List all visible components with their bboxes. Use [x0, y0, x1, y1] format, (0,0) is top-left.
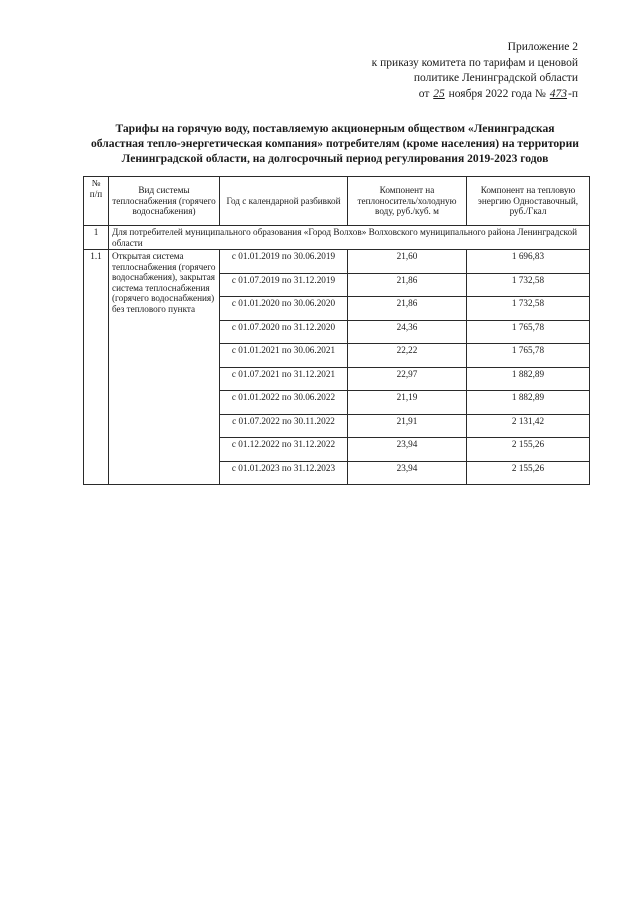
tariff-table	[83, 176, 590, 485]
energy-value: 1 882,89	[467, 367, 590, 391]
appendix-order-line: к приказу комитета по тарифам и ценовой	[371, 56, 578, 69]
energy-value: 2 155,26	[467, 461, 590, 485]
period-cell: с 01.12.2022 по 31.12.2022	[220, 438, 348, 462]
order-suffix: -п	[568, 87, 578, 100]
period-cell: с 01.01.2022 по 30.06.2022	[220, 391, 348, 415]
period-cell: с 01.01.2021 по 30.06.2021	[220, 344, 348, 368]
table-row	[84, 250, 590, 274]
header-system-type: Вид системы теплоснабжения (горячего водоснабжения)	[109, 177, 220, 226]
header-energy-component: Компонент на тепловую энергию Одноставочный, руб./Гкал	[467, 177, 590, 226]
energy-value: 1 882,89	[467, 391, 590, 415]
header-num: № п/п	[84, 177, 109, 226]
carrier-value: 22,97	[348, 367, 467, 391]
period-cell: с 01.07.2022 по 30.11.2022	[220, 414, 348, 438]
document-title	[70, 121, 600, 166]
carrier-value: 21,86	[348, 297, 467, 321]
carrier-value: 23,94	[348, 438, 467, 462]
energy-value: 1 732,58	[467, 297, 590, 321]
carrier-value: 21,19	[348, 391, 467, 415]
title-line-3: Ленинградской области, на долгосрочный период регулирования 2019-2023 годов	[121, 152, 549, 165]
group-label: Для потребителей муниципального образования «Город Волхов» Волховского муниципального района Ленинградской области	[109, 226, 590, 250]
energy-value: 2 131,42	[467, 414, 590, 438]
row-num: 1.1	[84, 250, 109, 485]
handwritten-day: 25	[433, 87, 445, 100]
carrier-value: 22,22	[348, 344, 467, 368]
date-month-year: ноября 2022 года №	[448, 87, 546, 100]
period-cell: с 01.07.2020 по 31.12.2020	[220, 320, 348, 344]
period-cell: с 01.01.2020 по 30.06.2020	[220, 297, 348, 321]
period-cell: с 01.07.2021 по 31.12.2021	[220, 367, 348, 391]
table-header-row	[84, 177, 590, 226]
handwritten-order-number: 473	[549, 87, 568, 100]
appendix-date-line	[328, 87, 578, 103]
carrier-value: 24,36	[348, 320, 467, 344]
energy-value: 1 696,83	[467, 250, 590, 274]
period-cell: с 01.01.2023 по 31.12.2023	[220, 461, 348, 485]
carrier-value: 21,91	[348, 414, 467, 438]
carrier-value: 21,60	[348, 250, 467, 274]
header-carrier-component: Компонент на теплоноситель/холодную воду, руб./куб. м	[348, 177, 467, 226]
group-num: 1	[84, 226, 109, 250]
carrier-value: 21,86	[348, 273, 467, 297]
energy-value: 2 155,26	[467, 438, 590, 462]
title-line-2: областная тепло-энергетическая компания» потребителям (кроме населения) на территории	[91, 137, 579, 150]
energy-value: 1 765,78	[467, 344, 590, 368]
system-type-cell: Открытая система теплоснабжения (горячего водоснабжения), закрытая система теплоснабжения (горячего водоснабжения) без теплового пункта	[109, 250, 220, 485]
appendix-title: Приложение 2	[507, 41, 578, 53]
appendix-header	[328, 40, 578, 102]
energy-value: 1 732,58	[467, 273, 590, 297]
header-period: Год с календарной разбивкой	[220, 177, 348, 226]
period-cell: с 01.07.2019 по 31.12.2019	[220, 273, 348, 297]
title-line-1: Тарифы на горячую воду, поставляемую акционерным обществом «Ленинградская	[115, 122, 555, 135]
date-prefix: от	[418, 87, 430, 100]
period-cell: с 01.01.2019 по 30.06.2019	[220, 250, 348, 274]
group-row	[84, 226, 590, 250]
appendix-committee-line: политике Ленинградской области	[413, 72, 578, 84]
carrier-value: 23,94	[348, 461, 467, 485]
energy-value: 1 765,78	[467, 320, 590, 344]
